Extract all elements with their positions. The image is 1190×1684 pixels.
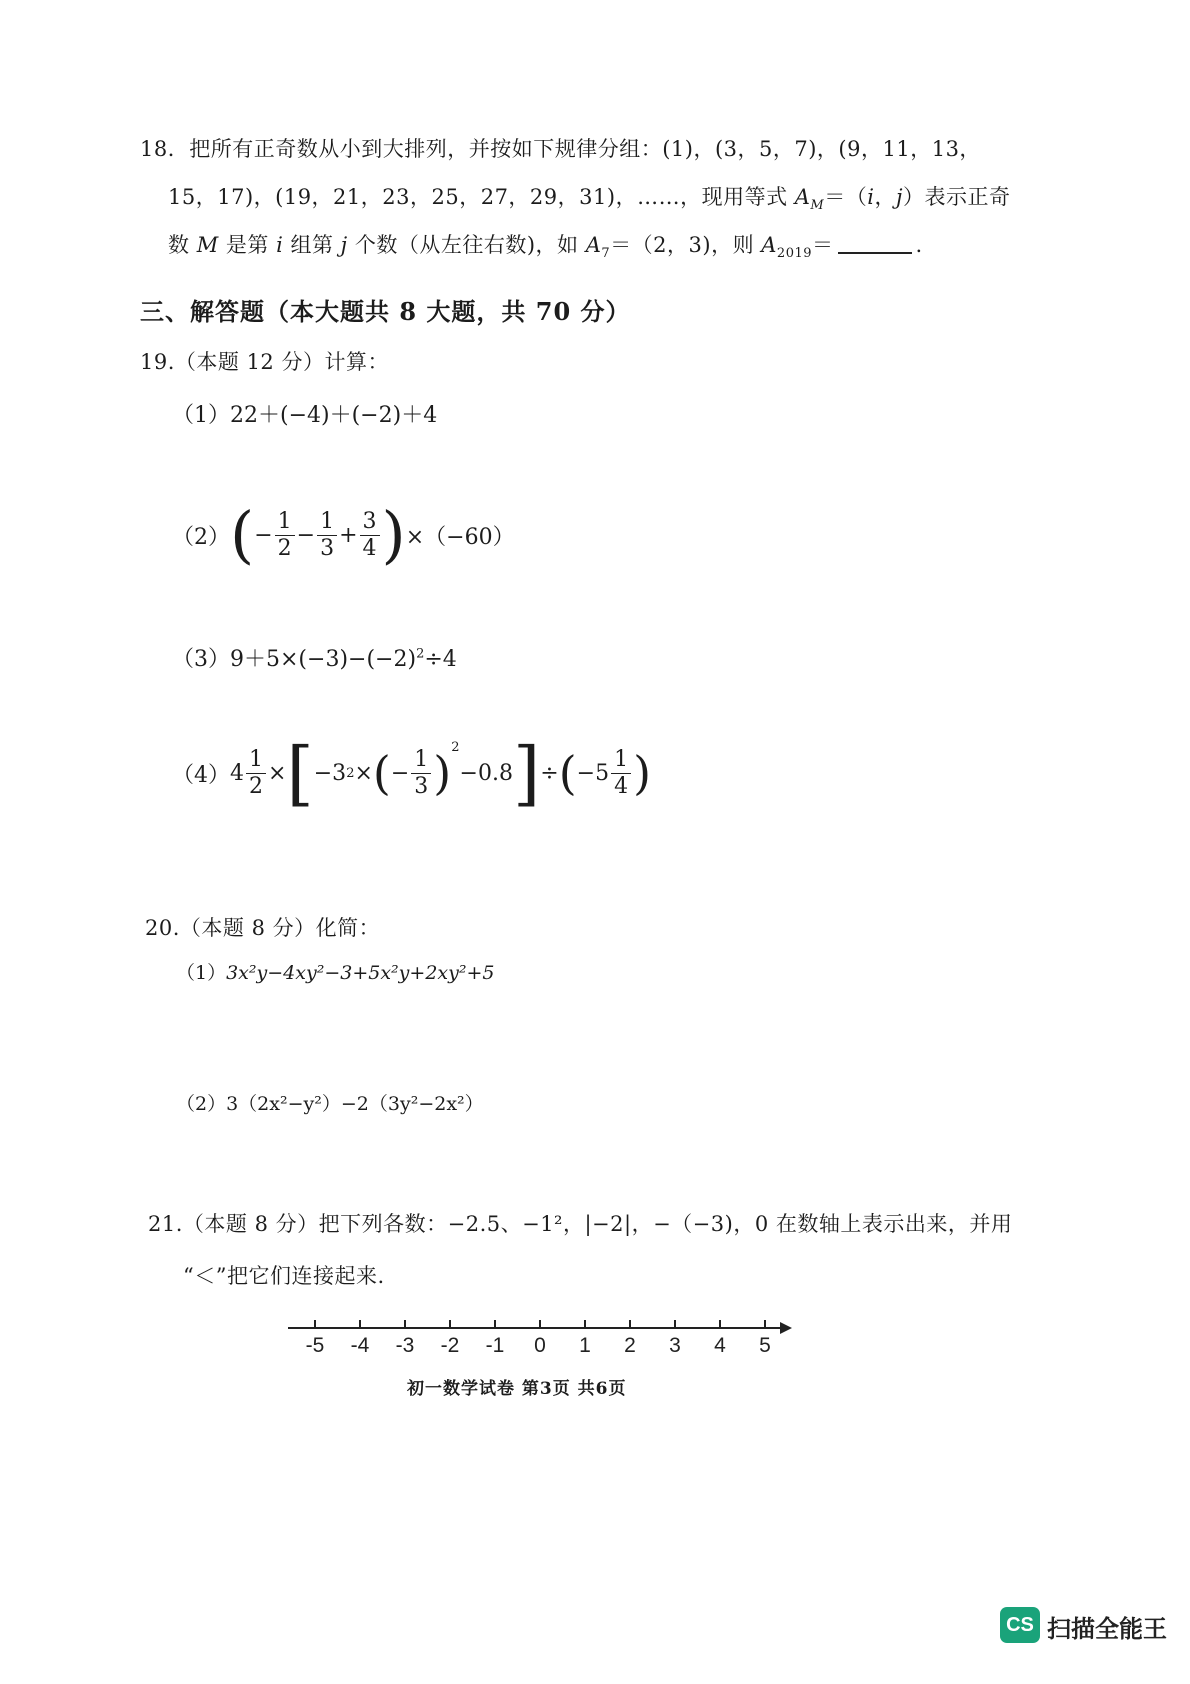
q19-p4-d-minus: −5 — [576, 760, 610, 786]
q19-header: 19.（本题 12 分）计算： — [140, 350, 389, 374]
q19-p1-expr: 22＋(−4)＋(−2)＋4 — [230, 403, 438, 428]
q18-line3-text-d: 个数（从左往右数)，如 — [347, 233, 586, 257]
q21-line2: “＜”把它们连接起来. — [183, 1264, 385, 1288]
number-line-label: 0 — [534, 1334, 546, 1357]
number-line-label: 5 — [759, 1334, 771, 1357]
q18-line3 — [168, 229, 923, 261]
page-footer: 初一数学试卷 第3页 共6页 — [407, 1379, 627, 1399]
q19-p2-frac1 — [275, 509, 295, 561]
q20-part2 — [176, 1089, 484, 1116]
q19-p4-open-paren2: ( — [558, 746, 577, 800]
number-line-ticks — [306, 1320, 771, 1357]
q18-line3-end: . — [915, 233, 923, 257]
q18-j2: j — [340, 233, 348, 257]
q18-line2-text-a: 15，17)，(19，21，23，25，27，29，31)，……，现用等式 — [168, 185, 795, 209]
q19-p4-left-bracket: [ — [286, 732, 314, 814]
q19-p4-times: × — [268, 760, 287, 786]
q19-p2-close-paren: ) — [381, 498, 406, 571]
q18-line2-text-c: ）表示正奇 — [902, 185, 1011, 209]
q21-line1: 21.（本题 8 分）把下列各数：−2.5、−1²，|−2|，−（−3)，0 在数轴上表示出来，并用 — [148, 1212, 1013, 1236]
q19-p2-minus1: − — [254, 522, 273, 548]
q18-A-sub: M — [810, 198, 825, 214]
q19-p4-frac2 — [411, 747, 431, 799]
q19-p4-close-paren: ) — [433, 746, 452, 800]
q20-p1-expr: 3x²y−4xy²−3+5x²y+2xy²+5 — [226, 962, 495, 984]
number-line — [286, 1312, 796, 1372]
number-line-label: -3 — [395, 1334, 415, 1357]
q19-p4-d2: 3 — [414, 773, 429, 799]
q18-A2019-sub: 2019 — [776, 246, 813, 262]
q19-p2-frac2 — [317, 509, 337, 561]
q19-p4-a-sup: 2 — [346, 765, 355, 781]
q19-p4-a: −3 — [313, 760, 347, 786]
q19-p2-d2: 3 — [320, 535, 335, 561]
number-line-label: 2 — [624, 1334, 636, 1357]
number-line-label: -4 — [350, 1334, 370, 1357]
q19-p4-open-paren: ( — [372, 746, 391, 800]
q19-p3-label: （3） — [172, 647, 230, 672]
q20-p2-label: （2） — [176, 1093, 227, 1115]
number-line-label: -1 — [485, 1334, 505, 1357]
q18-i2: i — [276, 233, 284, 257]
q19-p2-label: （2） — [172, 524, 230, 550]
q19-p2-n1: 1 — [275, 509, 295, 535]
q19-p4-sq: 2 — [451, 740, 460, 755]
answer-blank[interactable] — [838, 234, 912, 254]
q18-A7-sub: 7 — [601, 246, 611, 262]
q19-p2-open-paren: ( — [230, 498, 255, 571]
q19-part3 — [172, 642, 457, 673]
q19-p4-n3: 1 — [611, 747, 631, 773]
q19-p2-plus: + — [339, 522, 358, 548]
number-line-label: -5 — [305, 1334, 325, 1357]
q19-p2-frac3 — [360, 509, 380, 561]
q19-p4-frac1 — [246, 747, 266, 799]
q19-p4-whole: 4 — [230, 760, 244, 786]
q18-A: A — [794, 185, 811, 209]
q18-A7: A — [585, 233, 602, 257]
q19-part2 — [172, 498, 515, 571]
q19-p3-expr-b: ÷4 — [424, 647, 457, 672]
q18-A2019: A — [761, 233, 777, 257]
q19-p3-sup: 2 — [416, 646, 425, 662]
q19-p2-d1: 2 — [277, 535, 292, 561]
q18-line1: 18．把所有正奇数从小到大排列，并按如下规律分组：(1)，(3，5，7)，(9，11，13， — [140, 137, 981, 161]
q18-comma: ， — [874, 185, 896, 209]
q18-i: i — [867, 185, 875, 209]
q19-part4 — [172, 732, 652, 814]
number-line-label: -2 — [440, 1334, 460, 1357]
q19-p4-right-bracket: ] — [512, 732, 541, 814]
q18-line2 — [168, 181, 1010, 213]
q18-line3-text-a: 数 — [168, 233, 197, 257]
camscanner-watermark-text: 扫描全能王 — [1047, 1616, 1167, 1643]
q19-p4-label: （4） — [172, 762, 230, 788]
q20-header: 20.（本题 8 分）化简： — [145, 916, 381, 940]
q19-p2-n3: 3 — [360, 509, 380, 535]
q19-p4-close-paren2: ) — [633, 746, 652, 800]
q19-p4-d: 2 — [249, 773, 263, 799]
q19-p1-label: （1） — [172, 403, 230, 428]
q19-p2-minus2: − — [296, 522, 316, 548]
q18-line3-text-c: 组第 — [283, 233, 341, 257]
q19-p4-d3: 4 — [614, 773, 629, 799]
q19-p4-div: ÷ — [540, 760, 559, 786]
q19-p3-expr-a: 9＋5×(−3)−(−2) — [230, 647, 417, 672]
q18-line3-text-e: ＝（2，3)，则 — [610, 233, 762, 257]
number-line-label: 4 — [714, 1334, 726, 1357]
q19-p4-c: −0.8 — [459, 760, 513, 786]
number-line-arrow-icon — [780, 1322, 792, 1334]
q18-M: M — [196, 233, 219, 257]
q18-line3-text-f: ＝ — [812, 233, 834, 257]
number-line-label: 3 — [669, 1334, 681, 1357]
q19-p4-n2: 1 — [411, 747, 431, 773]
q18-line3-text-b: 是第 — [218, 233, 277, 257]
q18-line2-text-b: ＝（ — [824, 185, 868, 209]
q19-p4-minus: − — [390, 760, 410, 786]
camscanner-logo-icon: CS — [1000, 1607, 1040, 1643]
section-3-title: 三、解答题（本大题共 8 大题，共 70 分） — [140, 297, 631, 326]
q20-part1 — [176, 958, 495, 985]
q20-p2-expr: 3（2x²−y²）−2（3y²−2x²） — [226, 1093, 484, 1115]
number-line-label: 1 — [579, 1334, 591, 1357]
q18-j: j — [895, 185, 903, 209]
q19-p2-tail: ×（−60） — [405, 524, 515, 550]
q19-p4-n: 1 — [246, 747, 266, 773]
q20-p1-label: （1） — [176, 962, 227, 984]
q19-p4-frac3 — [611, 747, 631, 799]
q19-p4-b: × — [354, 760, 373, 786]
q19-part1 — [172, 398, 437, 429]
q19-p2-d3: 4 — [362, 535, 377, 561]
q19-p2-n2: 1 — [317, 509, 337, 535]
